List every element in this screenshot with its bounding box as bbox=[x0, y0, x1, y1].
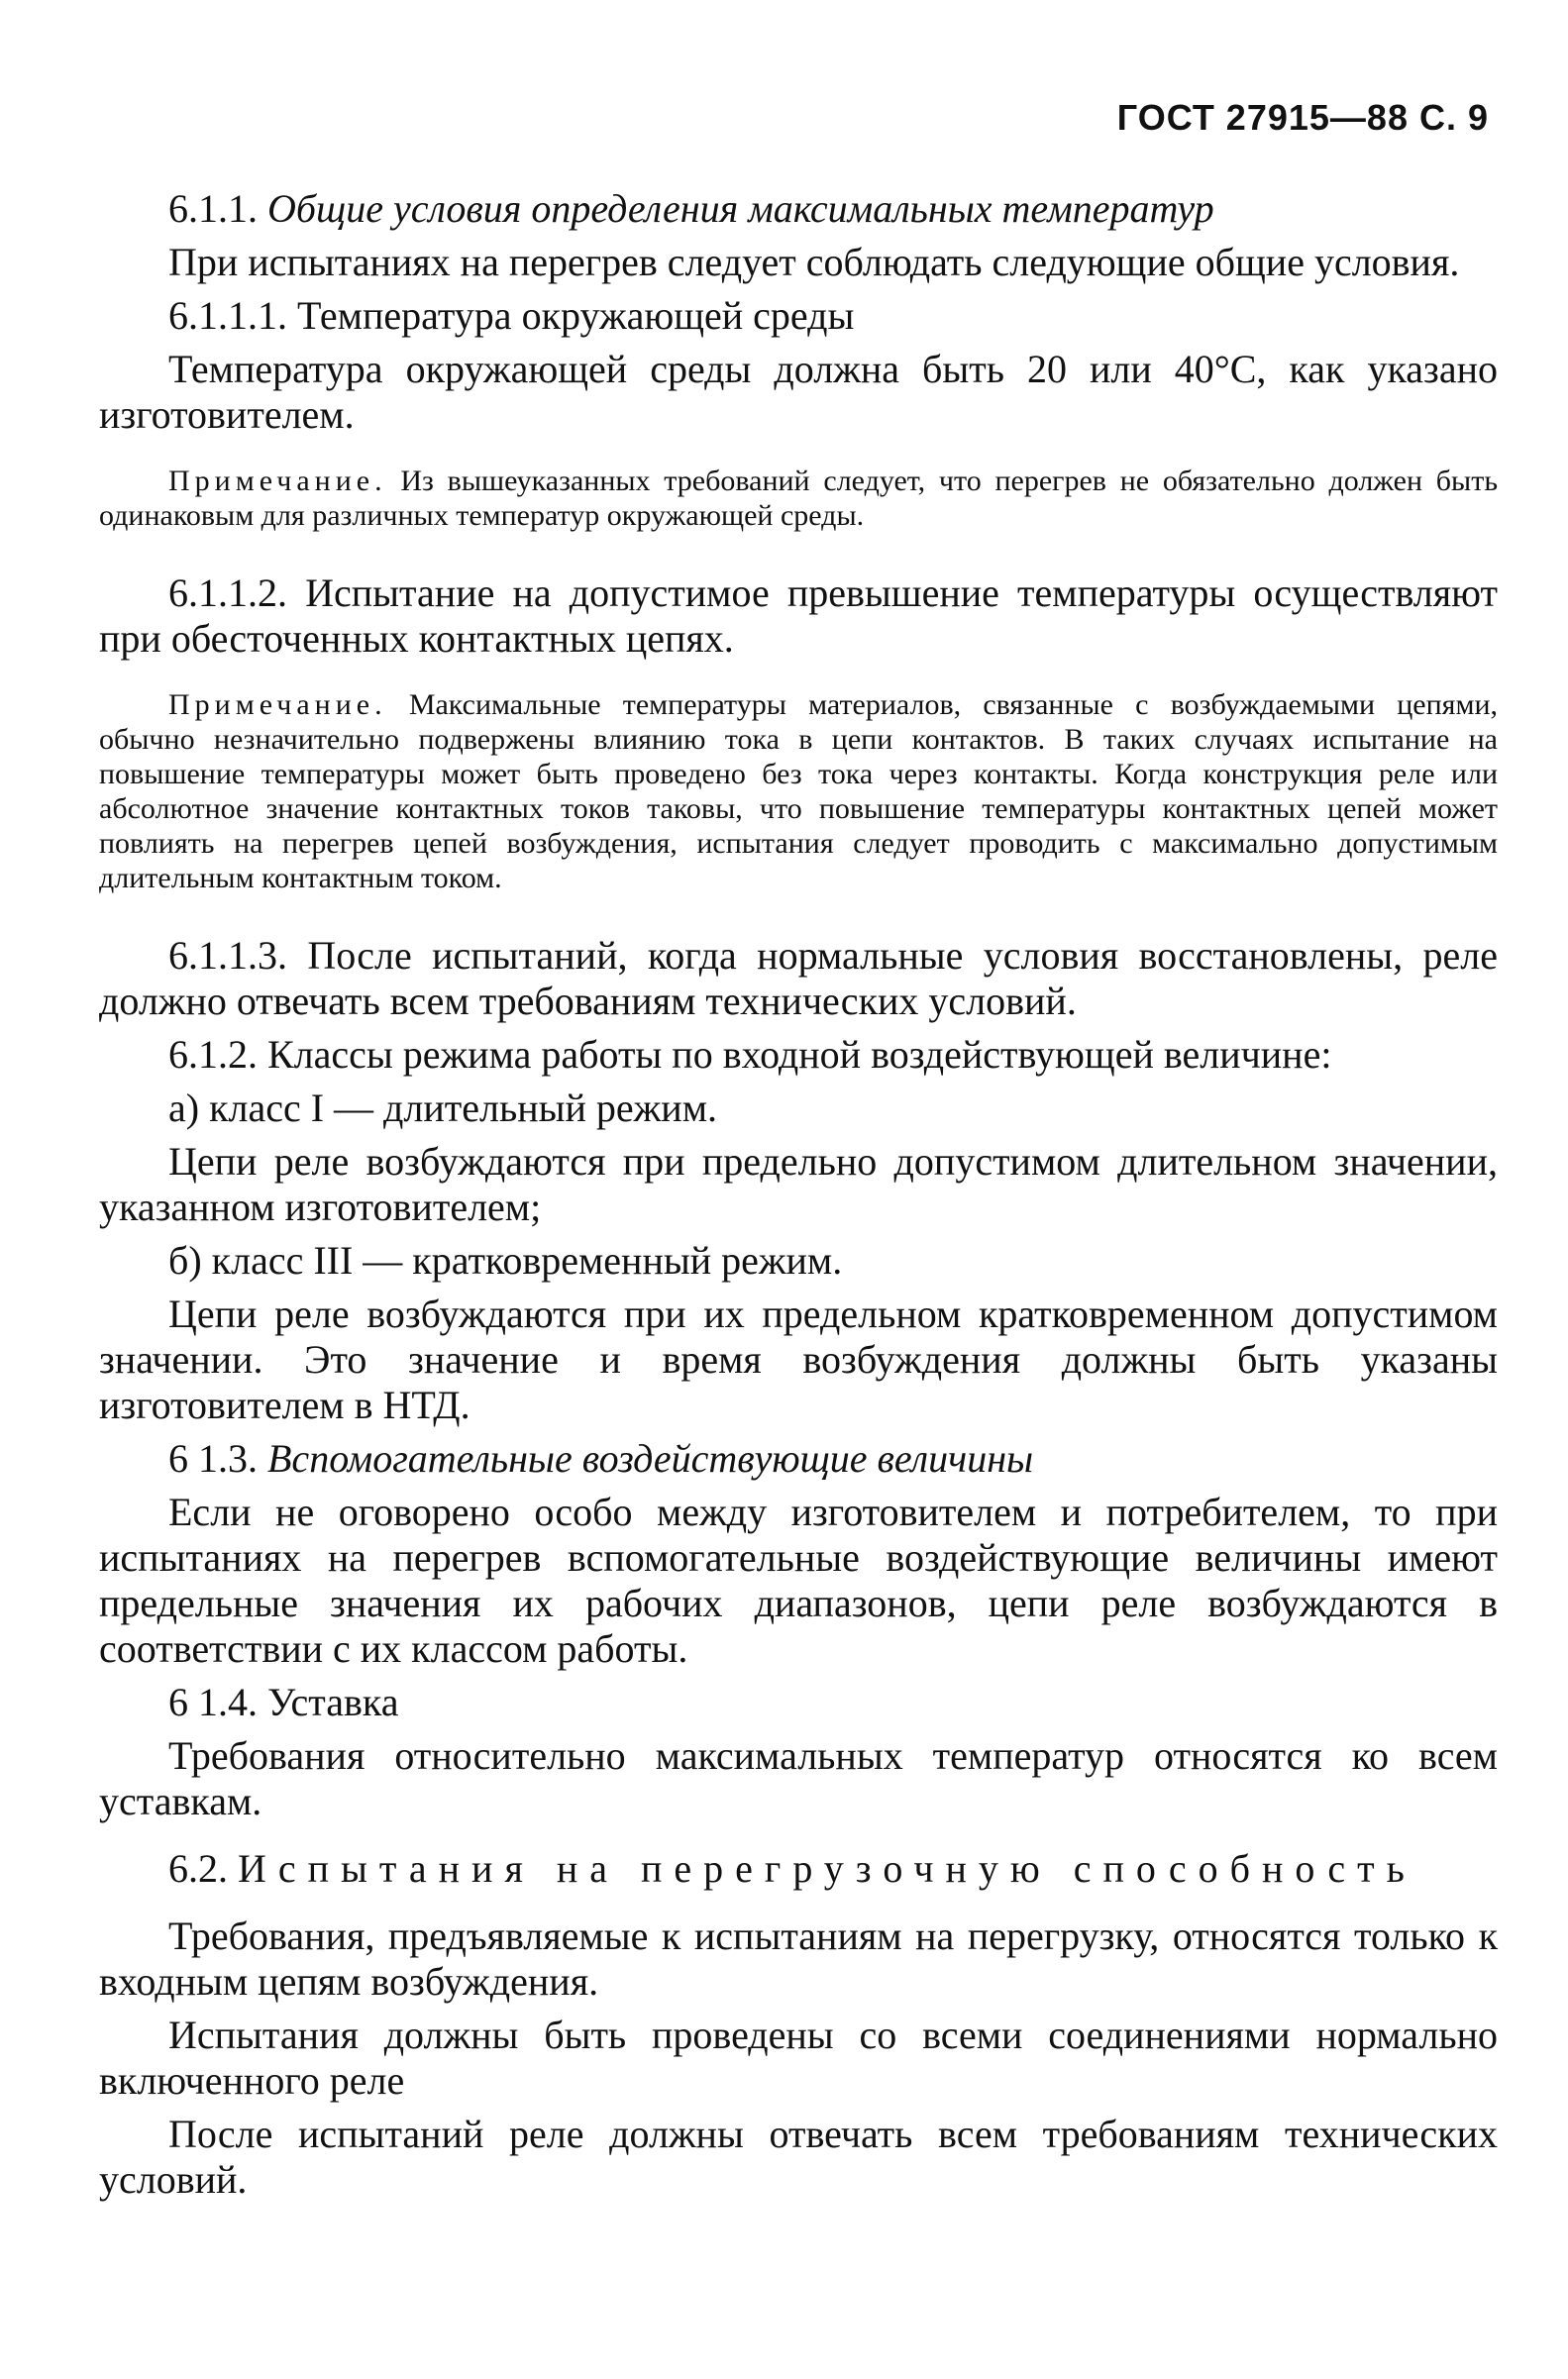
section-title: Общие условия определения максимальных температур bbox=[267, 186, 1214, 231]
class-b-item: б) класс III — кратковременный режим. bbox=[168, 1238, 843, 1283]
section-6-1-3-heading bbox=[99, 1436, 1498, 1482]
section-number: 6 1.3. bbox=[168, 1436, 258, 1481]
section-6-1-1-1-heading: 6.1.1.1. Температура окружающей среды bbox=[168, 293, 855, 338]
paragraph: Требования относительно максимальных температур относятся ко всем уставкам. bbox=[99, 1733, 1498, 1823]
section-6-1-4-heading: 6 1.4. Уставка bbox=[168, 1680, 399, 1724]
note-label: Примечание. bbox=[168, 465, 387, 497]
section-number: 6.2. bbox=[168, 1846, 228, 1891]
section-6-1-1-2: 6.1.1.2. Испытание на допустимое превышение температуры осуществляют при обесточенных контактных цепях. bbox=[99, 570, 1498, 661]
section-6-1-1-heading bbox=[99, 186, 1498, 232]
page-header: ГОСТ 27915—88 С. 9 bbox=[1116, 97, 1489, 138]
paragraph: Цепи реле возбуждаются при предельно допустимом длительном значении, указанном изготовителем; bbox=[99, 1139, 1498, 1229]
note-label: Примечание. bbox=[168, 688, 387, 721]
paragraph: Если не оговорено особо между изготовителем и потребителем, то при испытаниях на перегрев вспомогательные воздействующие величины имеют предельные значения их рабочих диапазонов, цепи реле возбуждаются в соответствии с их классом работы. bbox=[99, 1490, 1498, 1671]
section-title: Вспомогательные воздействующие величины bbox=[267, 1436, 1034, 1481]
section-number: 6.1.1. bbox=[168, 186, 258, 231]
section-6-1-1-3: 6.1.1.3. После испытаний, когда нормальные условия восстановлены, реле должно отвечать всем требованиям технических условий. bbox=[99, 933, 1498, 1023]
section-6-1-2: 6.1.2. Классы режима работы по входной воздействующей величине: bbox=[168, 1032, 1332, 1077]
section-6-2-heading bbox=[99, 1846, 1498, 1892]
document-body bbox=[99, 186, 1498, 2211]
note-1 bbox=[99, 464, 1498, 533]
paragraph: Температура окружающей среды должна быть 20 или 40°С, как указано изготовителем. bbox=[99, 347, 1498, 437]
paragraph: Цепи реле возбуждаются при их предельном кратковременном допустимом значении. Это значение и время возбуждения должны быть указаны изготовителем в НТД. bbox=[99, 1292, 1498, 1427]
paragraph: При испытаниях на перегрев следует соблюдать следующие общие условия. bbox=[168, 240, 1460, 284]
note-text: Из вышеуказанных требований следует, что перегрев не обязательно должен быть одинаковым для различных температур окружающей среды. bbox=[99, 465, 1498, 532]
paragraph: После испытаний реле должны отвечать всем требованиям технических условий. bbox=[99, 2112, 1498, 2202]
note-2 bbox=[99, 687, 1498, 895]
class-a-item: а) класс I — длительный режим. bbox=[168, 1086, 718, 1130]
note-text: Максимальные температуры материалов, связанные с возбуждаемыми цепями, обычно незначительно подвержены влиянию тока в цепи контактов. В таких случаях испытание на повышение температуры может быть проведено без тока через контакты. Когда конструкция реле или абсолютное значение контактных токов таковы, что повышение температуры контактных цепей может повлиять на перегрев цепей возбуждения, испытания следует проводить с максимально допустимым длительным контактным током. bbox=[99, 688, 1498, 894]
section-title: Испытания на перегрузочную способность bbox=[238, 1846, 1416, 1891]
paragraph: Испытания должны быть проведены со всеми соединениями нормально включенного реле bbox=[99, 2013, 1498, 2103]
paragraph: Требования, предъявляемые к испытаниям на перегрузку, относятся только к входным цепям возбуждения. bbox=[99, 1914, 1498, 2004]
